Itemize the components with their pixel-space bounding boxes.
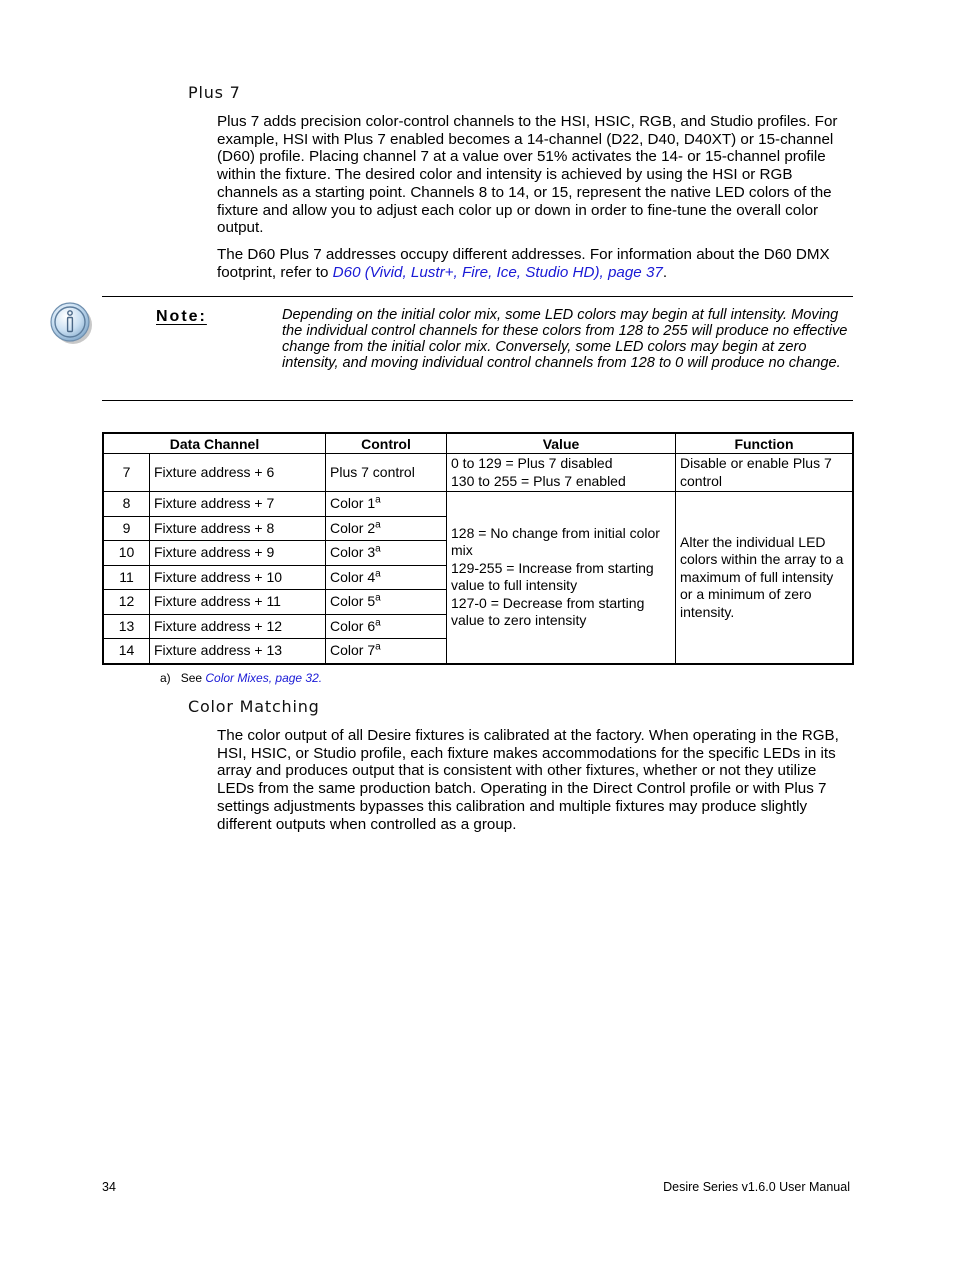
note-text: Depending on the initial color mix, some LED colors may begin at full intensity. Moving the individual control channels for these colors from 128 to 255 will produce no effective change from the initial color mix. Conversely, some LED colors may begin at zero intensity, and moving individual control channels from 128 to 0 will produce no change. xyxy=(282,307,848,371)
color-matching-paragraph: The color output of all Desire fixtures is calibrated at the factory. When operating in the RGB, HSI, HSIC, or Studio profile, each fixture makes accommodations for the specific LEDs in its array and produces output that is consistent with other fixtures, whether or not they utilize LEDs from the same production batch. Operating in the Direct Control profile or with Plus 7 settings adjustments bypasses this calibration and multiple fixtures may produce slightly different outputs when controlled as a group. xyxy=(217,727,839,833)
channel-address: Fixture address + 10 xyxy=(150,565,326,590)
color-mixes-link[interactable]: Color Mixes, page 32 xyxy=(205,671,319,685)
table-footnote xyxy=(160,671,322,685)
footnote-marker: a xyxy=(375,592,381,604)
header-control: Control xyxy=(326,433,447,454)
channel-control: Plus 7 control xyxy=(326,454,447,492)
footnote-prefix: See xyxy=(180,671,206,685)
channel-value xyxy=(447,454,676,492)
channel-number: 14 xyxy=(103,639,150,664)
control-label: Color 7 xyxy=(330,642,376,658)
manual-title: Desire Series v1.6.0 User Manual xyxy=(663,1180,850,1194)
channel-address: Fixture address + 9 xyxy=(150,541,326,566)
channel-control xyxy=(326,639,447,664)
plus7-body xyxy=(217,113,853,281)
channel-number: 11 xyxy=(103,565,150,590)
note-label: Note: xyxy=(156,308,207,325)
plus7-channel-table xyxy=(102,432,854,665)
table-row xyxy=(103,454,853,492)
channel-address: Fixture address + 6 xyxy=(150,454,326,492)
table-header-row xyxy=(103,433,853,454)
control-label: Color 2 xyxy=(330,519,376,536)
channel-address: Fixture address + 8 xyxy=(150,516,326,541)
footnote-marker: a xyxy=(375,567,381,579)
note-bottom-rule xyxy=(102,400,853,401)
value-line: 128 = No change from initial color mix xyxy=(451,524,660,559)
control-label: Color 4 xyxy=(330,568,376,585)
channel-control xyxy=(326,541,447,566)
plus7-paragraph-2-text: The D60 Plus 7 addresses occupy different addresses. For information about the D60 DMX footprint, refer to xyxy=(217,245,830,281)
plus7-paragraph-2 xyxy=(217,246,853,281)
page-number: 34 xyxy=(102,1180,116,1194)
channel-address: Fixture address + 11 xyxy=(150,590,326,615)
color-matching-body xyxy=(217,727,853,833)
channel-control xyxy=(326,614,447,639)
channel-control xyxy=(326,516,447,541)
channel-number: 13 xyxy=(103,614,150,639)
control-label: Color 3 xyxy=(330,544,376,560)
value-line: 0 to 129 = Plus 7 disabled xyxy=(451,455,613,471)
footnote-suffix: . xyxy=(318,671,323,685)
channel-address: Fixture address + 13 xyxy=(150,639,326,664)
control-label: Color 1 xyxy=(330,495,376,511)
footnote-marker: a xyxy=(375,543,381,555)
table-row xyxy=(103,492,853,517)
channel-number: 7 xyxy=(103,454,150,492)
section-heading-color-matching: Color Matching xyxy=(188,697,320,716)
plus7-paragraph-1: Plus 7 adds precision color-control channels to the HSI, HSIC, RGB, and Studio profiles. For example, HSI with Plus 7 enabled becomes a 14-channel (D22, D40, D40XT) or 15-channel (D60) profile. Placing channel 7 at a value over 51% activates the 14- or 15-channel profile within the fixture. The desired color and intensity is achieved by using the HSI or RGB channels as a starting point. Channels 8 to 14, or 15, represent the native LED colors of the fixture and allow you to adjust each color up or down in order to fine-tune the overall color output. xyxy=(217,113,838,237)
control-label: Color 5 xyxy=(330,593,376,609)
footnote-marker: a xyxy=(375,641,381,653)
d60-footprint-link[interactable]: D60 (Vivid, Lustr+, Fire, Ice, Studio HD), page 37 xyxy=(332,263,663,281)
channel-address: Fixture address + 7 xyxy=(150,492,326,517)
color-value-cell xyxy=(447,492,676,664)
channel-number: 12 xyxy=(103,590,150,615)
channel-control xyxy=(326,492,447,517)
footnote-marker: a xyxy=(375,616,381,628)
footnote-marker-label: a) xyxy=(160,671,171,685)
channel-number: 10 xyxy=(103,541,150,566)
value-line: 130 to 255 = Plus 7 enabled xyxy=(451,472,626,489)
footnote-marker: a xyxy=(375,518,381,530)
channel-control xyxy=(326,590,447,615)
value-line: 129-255 = Increase from starting value to full intensity xyxy=(451,559,654,594)
channel-function: Disable or enable Plus 7 control xyxy=(676,454,854,492)
control-label: Color 6 xyxy=(330,617,376,634)
channel-control xyxy=(326,565,447,590)
plus7-paragraph-2-suffix: . xyxy=(662,263,668,281)
header-function: Function xyxy=(676,433,854,454)
header-data-channel: Data Channel xyxy=(103,433,326,454)
header-value: Value xyxy=(447,433,676,454)
info-icon xyxy=(48,300,94,346)
channel-number: 9 xyxy=(103,516,150,541)
note-top-rule xyxy=(102,296,853,297)
color-function-cell: Alter the individual LED colors within the array to a maximum of full intensity or a minimum of zero intensity. xyxy=(676,492,854,664)
section-heading-plus7: Plus 7 xyxy=(188,83,241,102)
channel-address: Fixture address + 12 xyxy=(150,614,326,639)
footnote-marker: a xyxy=(375,494,381,506)
channel-number: 8 xyxy=(103,492,150,517)
value-line: 127-0 = Decrease from starting value to zero intensity xyxy=(451,594,645,629)
